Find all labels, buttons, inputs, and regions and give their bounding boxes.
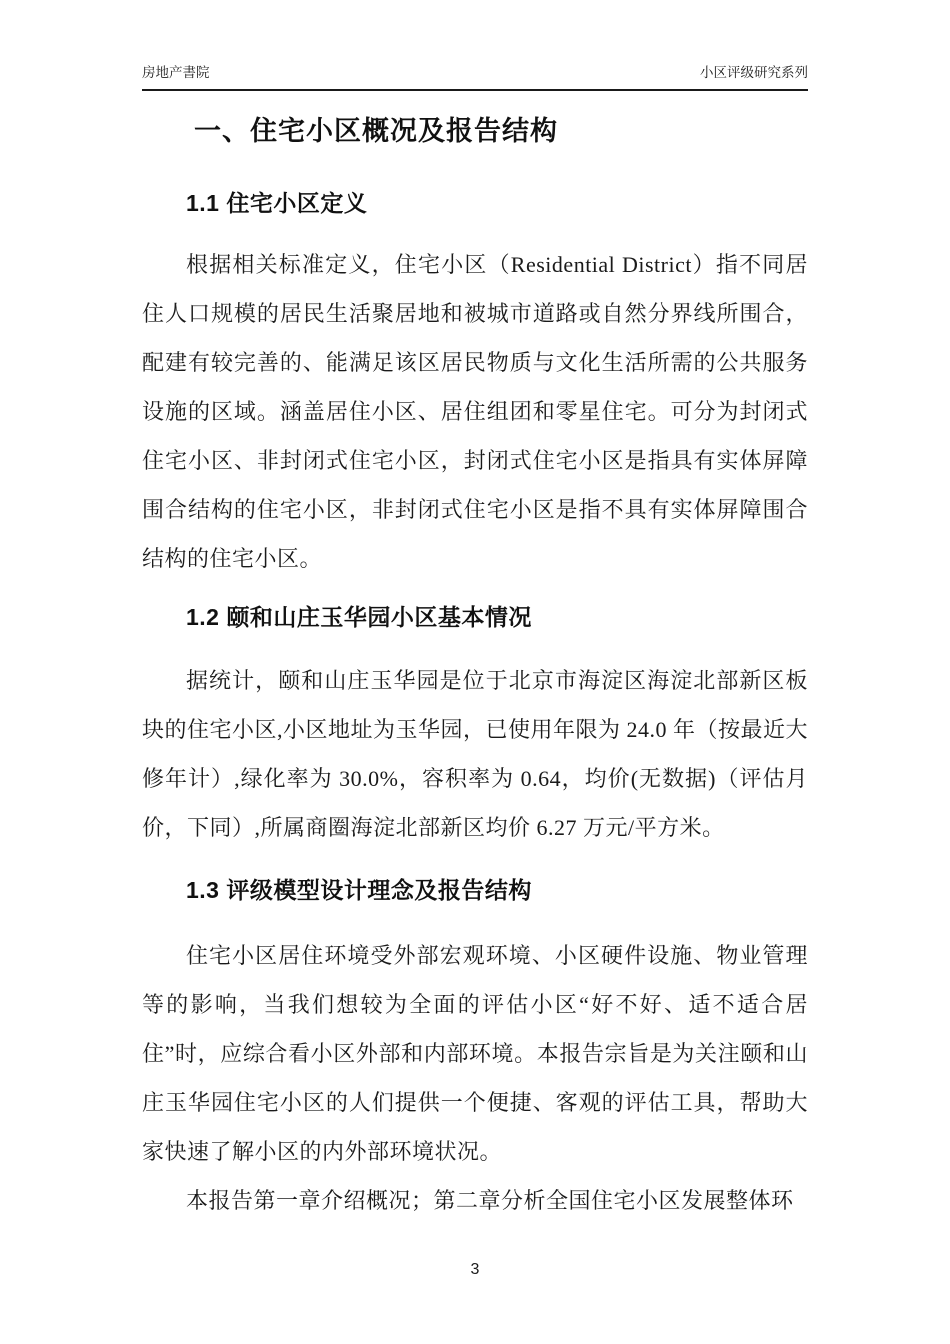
document-body	[142, 114, 808, 1225]
section-1-1-paragraph: 根据相关标准定义，住宅小区（Residential District）指不同居住人口规模的居民生活聚居地和被城市道路或自然分界线所围合，配建有较完善的、能满足该区居民物质与文化生活所需的公共服务设施的区域。涵盖居住小区、居住组团和零星住宅。可分为封闭式住宅小区、非封闭式住宅小区，封闭式住宅小区是指具有实体屏障围合结构的住宅小区，非封闭式住宅小区是指不具有实体屏障围合结构的住宅小区。	[142, 252, 808, 571]
header-right-text: 小区评级研究系列	[700, 65, 808, 80]
section-heading-1-1: 1.1 住宅小区定义	[186, 190, 368, 216]
section-heading-1-2: 1.2 颐和山庄玉华园小区基本情况	[186, 604, 532, 630]
section-1-3-paragraph-2: 本报告第一章介绍概况；第二章分析全国住宅小区发展整体环	[186, 1188, 794, 1213]
chapter-title: 一、住宅小区概况及报告结构	[194, 116, 558, 146]
header-left-text: 房地产書院	[142, 65, 210, 80]
section-1-3-paragraph-1: 住宅小区居住环境受外部宏观环境、小区硬件设施、物业管理等的影响，当我们想较为全面的评估小区“好不好、适不适合居住”时，应综合看小区外部和内部环境。本报告宗旨是为关注颐和山庄玉华园住宅小区的人们提供一个便捷、客观的评估工具，帮助大家快速了解小区的内外部环境状况。	[142, 943, 808, 1164]
running-header	[142, 64, 808, 91]
section-1-2-paragraph: 据统计，颐和山庄玉华园是位于北京市海淀区海淀北部新区板块的住宅小区,小区地址为玉华园，已使用年限为 24.0 年（按最近大修年计）,绿化率为 30.0%，容积率为 0.64，均价(无数据)（评估月价，下同）,所属商圈海淀北部新区均价 6.27 万元/平方米。	[142, 668, 809, 840]
page-number: 3	[470, 1261, 480, 1278]
section-heading-1-3: 1.3 评级模型设计理念及报告结构	[186, 877, 532, 903]
